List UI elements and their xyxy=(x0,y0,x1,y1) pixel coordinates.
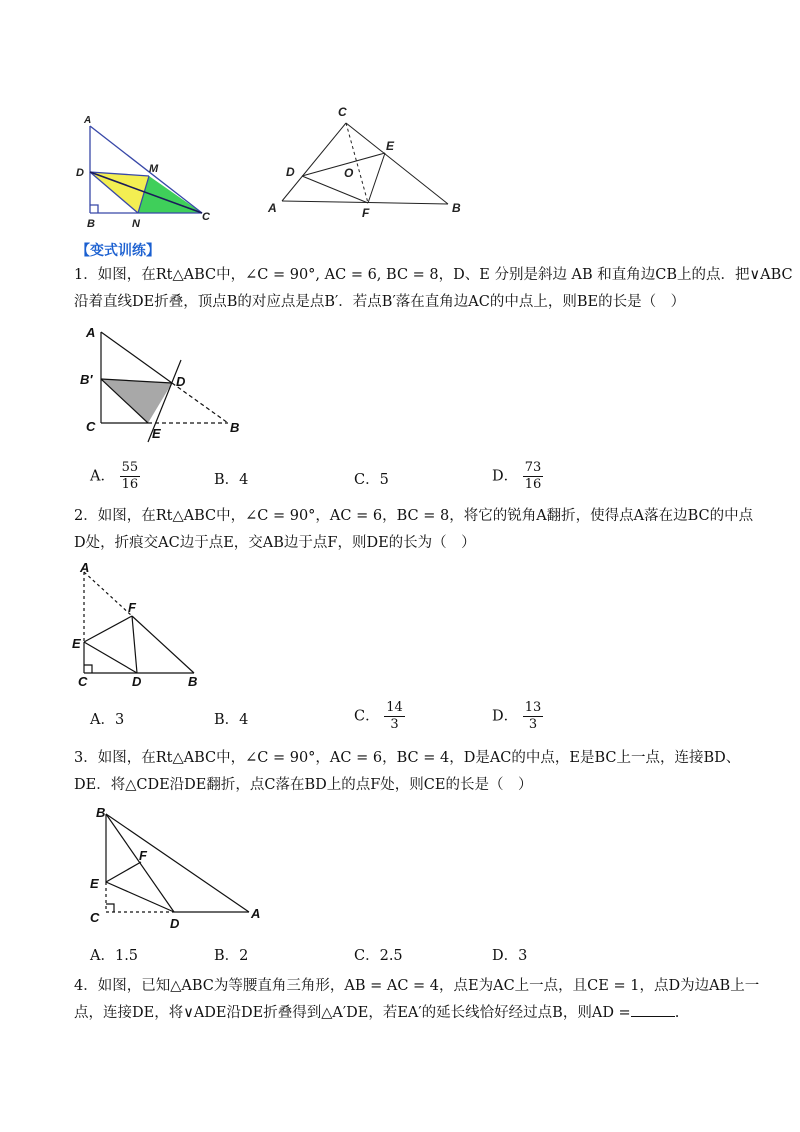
fig1-label-M: M xyxy=(149,163,159,175)
q1-shaded-triangle xyxy=(101,379,172,423)
q3-option-d[interactable]: D．3 xyxy=(492,948,528,964)
q2-label-C: C xyxy=(78,674,88,689)
q1-option-c[interactable]: C．5 xyxy=(354,472,389,488)
fig2-label-F: F xyxy=(362,206,370,220)
q3-label-F: F xyxy=(139,848,147,863)
q2-line-2: D处，折痕交AC边于点E，交AB边于点F，则DE的长为（ ） xyxy=(74,535,476,551)
q2-label-E: E xyxy=(72,636,81,651)
q1-option-b[interactable]: B．4 xyxy=(214,472,249,488)
q3-option-a[interactable]: A．1.5 xyxy=(90,948,139,964)
q3-label-A: A xyxy=(251,906,261,921)
q2-label-B: B xyxy=(188,674,198,689)
q3-label-D: D xyxy=(170,916,180,931)
q1-label-B: B xyxy=(230,420,240,435)
fig1-label-A: A xyxy=(84,115,92,126)
q2-option-a[interactable]: A．3 xyxy=(90,712,125,728)
question-3 xyxy=(74,745,741,799)
q1-label-B-prime: B′ xyxy=(80,372,93,387)
q2-options xyxy=(90,700,730,734)
q3-figure xyxy=(84,804,270,934)
q3-line-1: 3．如图，在Rt△ABC中，∠C = 90°，AC = 6，BC = 4，D是AC的中点，E是BC上一点，连接BD、 xyxy=(74,750,741,766)
q2-label-F: F xyxy=(128,600,136,615)
q1-label-A: A xyxy=(86,325,96,340)
q1-line-1: 1．如图，在Rt△ABC中，∠C = 90°, AC = 6, BC = 8，D、E 分别是斜边 AB 和直角边CB上的点．把∨ABC xyxy=(74,267,793,283)
fig1-label-C: C xyxy=(202,211,210,223)
q2-line-1: 2．如图，在Rt△ABC中，∠C = 90°，AC = 6，BC = 8，将它的锐角A翻折，使得点A落在边BC的中点 xyxy=(74,508,754,524)
q1-label-D: D xyxy=(176,374,186,389)
q3-label-C: C xyxy=(90,910,100,925)
fig2-label-E: E xyxy=(386,139,395,153)
q1-option-d[interactable]: D． $\frac{73}{16}$ xyxy=(492,460,542,492)
section-title: 【变式训练】 xyxy=(76,243,160,259)
q1-option-a[interactable]: A． $\frac{55}{16}$ xyxy=(90,460,139,492)
q3-options xyxy=(90,944,730,968)
fig2-label-C: C xyxy=(338,105,347,119)
fig2-label-D: D xyxy=(286,165,295,179)
question-2 xyxy=(74,503,754,557)
q2-label-D: D xyxy=(132,674,142,689)
q3-option-c[interactable]: C．2.5 xyxy=(354,948,403,964)
question-1 xyxy=(74,262,793,316)
fig2-label-O: O xyxy=(344,166,354,180)
q2-option-d-fraction: $\frac{13}{3}$ xyxy=(524,700,542,732)
q4-answer-blank[interactable] xyxy=(631,1002,675,1017)
q2-option-b[interactable]: B．4 xyxy=(214,712,249,728)
q3-option-b[interactable]: B．2 xyxy=(214,948,249,964)
fig2-label-A: A xyxy=(268,201,277,215)
q4-line-1: 4．如图，已知△ABC为等腰直角三角形，AB = AC = 4，点E为AC上一点，且CE = 1，点D为边AB上一 xyxy=(74,978,760,994)
fig1-label-N: N xyxy=(132,218,140,230)
fig1-label-D: D xyxy=(76,167,84,179)
q1-option-d-fraction: $\frac{73}{16}$ xyxy=(524,460,542,492)
figure-top-left xyxy=(70,112,230,230)
fig2-label-B: B xyxy=(452,201,461,215)
q1-label-E: E xyxy=(152,426,161,441)
fig1-label-B: B xyxy=(87,218,95,230)
q3-line-2: DE．将△CDE沿DE翻折，点C落在BD上的点F处，则CE的长是（ ） xyxy=(74,777,533,793)
q1-options xyxy=(90,460,730,494)
q1-line-2: 沿着直线DE折叠，顶点B的对应点是点B′．若点B′落在直角边AC的中点上，则BE的长是（ ） xyxy=(74,294,686,310)
q2-option-d[interactable]: D． $\frac{13}{3}$ xyxy=(492,700,542,732)
q1-option-a-fraction: $\frac{55}{16}$ xyxy=(121,460,139,492)
q2-option-c-fraction: $\frac{14}{3}$ xyxy=(386,700,403,732)
question-4 xyxy=(74,973,760,1027)
q4-line-2: 点，连接DE，将∨ADE沿DE折叠得到△A′DE，若EA′的延长线恰好经过点B，则AD = . xyxy=(74,1000,734,1027)
q1-label-C: C xyxy=(86,419,96,434)
q1-figure xyxy=(78,320,256,444)
q2-option-c[interactable]: C． $\frac{14}{3}$ xyxy=(354,700,403,732)
q2-figure xyxy=(70,560,210,690)
q2-label-A: A xyxy=(80,560,90,575)
figure-top-right xyxy=(262,100,478,222)
q3-label-B: B xyxy=(96,805,106,820)
q3-label-E: E xyxy=(90,876,99,891)
